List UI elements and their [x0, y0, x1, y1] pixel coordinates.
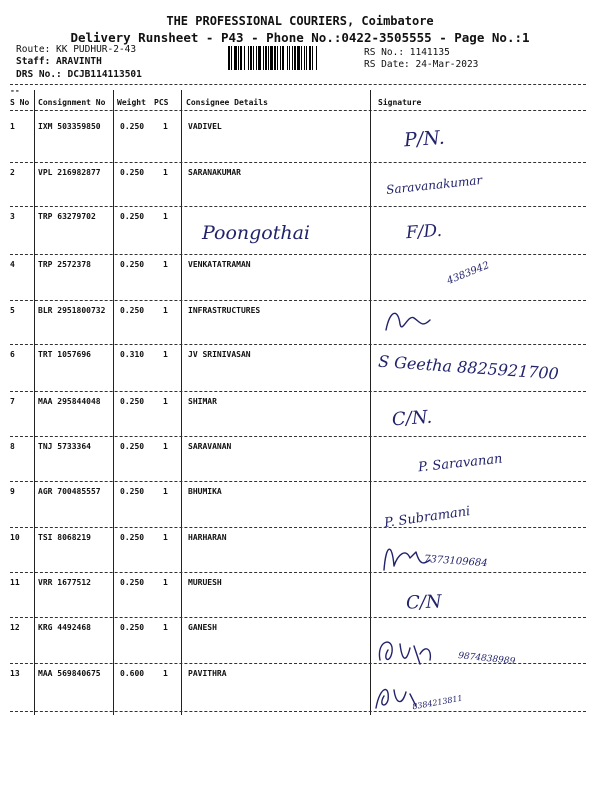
- row-pcs: 1: [163, 487, 168, 496]
- row-divider: [10, 436, 586, 437]
- drs-value: DCJB114113501: [67, 69, 142, 80]
- row-pcs: 1: [163, 168, 168, 177]
- barcode-bar: [270, 46, 273, 70]
- row-pcs: 1: [163, 306, 168, 315]
- company-title: THE PROFESSIONAL COURIERS, Coimbatore: [166, 14, 434, 28]
- barcode-bar: [228, 46, 230, 70]
- staff-label: Staff: ARAVINTH: [16, 56, 102, 67]
- signature-scribble: [376, 536, 436, 580]
- row-consignment-no: BLR 2951800732: [38, 306, 106, 315]
- column-line: [113, 90, 114, 715]
- row-consignee: SARAVANAN: [188, 442, 232, 451]
- row-consignee: SARANAKUMAR: [188, 168, 241, 177]
- row-consignee: BHUMIKA: [188, 487, 222, 496]
- row-consignment-no: VPL 216982877: [38, 168, 101, 177]
- row-consignee: PAVITHRA: [188, 669, 227, 678]
- barcode-bar: [304, 46, 305, 70]
- row-pcs: 1: [163, 533, 168, 542]
- dash-mark: --: [10, 86, 20, 95]
- row-pcs: 1: [163, 260, 168, 269]
- barcode-bar: [265, 46, 267, 70]
- rs-date: RS Date: 24-Mar-2023: [364, 59, 479, 70]
- row-consignee: JV SRINIVASAN: [188, 350, 251, 359]
- barcode-bar: [301, 46, 302, 70]
- col-sno: S No: [10, 98, 30, 107]
- row-consignment-no: TNJ 5733364: [38, 442, 91, 451]
- row-signature: P. Subramani: [383, 504, 472, 531]
- row-sno: 6: [10, 350, 15, 359]
- row-signature: Saravanakumar: [385, 173, 483, 197]
- col-consignee: Consignee Details: [186, 98, 268, 107]
- col-consignment: Consignment No: [38, 98, 106, 107]
- row-pcs: 1: [163, 442, 168, 451]
- row-sno: 3: [10, 212, 15, 221]
- rs-number: RS No.: 1141135: [364, 47, 450, 58]
- barcode-bar: [248, 46, 249, 70]
- col-weight: Weight: [117, 98, 146, 107]
- barcode-bar: [309, 46, 311, 70]
- row-consignee: SHIMAR: [188, 397, 217, 406]
- row-signature: 8384213811: [411, 693, 464, 712]
- row-consignee: INFRASTRUCTURES: [188, 306, 261, 315]
- row-consignee: MURUESH: [188, 578, 222, 587]
- col-signature: Signature: [378, 98, 422, 107]
- row-weight: 0.250: [120, 168, 145, 177]
- row-sno: 10: [10, 533, 20, 542]
- barcode-bar: [253, 46, 254, 70]
- barcode-bar: [292, 46, 293, 70]
- barcode-bar: [238, 46, 239, 70]
- row-pcs: 1: [163, 212, 168, 221]
- route-label: Route: KK PUDHUR-2-43: [16, 44, 137, 55]
- row-pcs: 1: [163, 397, 168, 406]
- row-sno: 9: [10, 487, 15, 496]
- row-signature: C/N: [405, 591, 442, 614]
- barcode-bar: [234, 46, 237, 70]
- row-consignment-no: VRR 1677512: [38, 578, 91, 587]
- barcode-bar: [294, 46, 296, 70]
- barcode-bar: [289, 46, 290, 70]
- row-sno: 7: [10, 397, 15, 406]
- row-signature: F/D.: [405, 220, 443, 244]
- row-signature: 4383942: [445, 260, 491, 287]
- barcode-bar: [240, 46, 242, 70]
- row-sno: 8: [10, 442, 15, 451]
- barcode-bar: [287, 46, 288, 70]
- row-divider: [10, 711, 586, 712]
- drs-label: DRS No.:: [16, 69, 62, 80]
- column-line: [370, 90, 371, 715]
- barcode-bar: [250, 46, 252, 70]
- column-header-divider: [10, 110, 586, 111]
- barcode-bar: [274, 46, 276, 70]
- row-sno: 4: [10, 260, 15, 269]
- row-weight: 0.250: [120, 442, 145, 451]
- row-divider: [10, 162, 586, 163]
- row-weight: 0.250: [120, 122, 145, 131]
- row-sno: 11: [10, 578, 20, 587]
- row-divider: [10, 254, 586, 255]
- row-consignee: HARHARAN: [188, 533, 227, 542]
- row-signature: C/N.: [391, 406, 433, 431]
- row-sno: 1: [10, 122, 15, 131]
- header-divider: [10, 84, 586, 85]
- row-consignment-no: TRP 63279702: [38, 212, 96, 221]
- row-signature: 9874838989: [457, 651, 516, 667]
- row-weight: 0.250: [120, 260, 145, 269]
- row-pcs: 1: [163, 623, 168, 632]
- row-divider: [10, 206, 586, 207]
- row-signature: 7373109684: [423, 553, 488, 570]
- row-divider: [10, 572, 586, 573]
- row-weight: 0.250: [120, 533, 145, 542]
- row-consignment-no: KRG 4492468: [38, 623, 91, 632]
- row-divider: [10, 391, 586, 392]
- row-sno: 2: [10, 168, 15, 177]
- row-consignment-no: MAA 569840675: [38, 669, 101, 678]
- row-sno: 12: [10, 623, 20, 632]
- barcode-bar: [244, 46, 245, 70]
- row-weight: 0.250: [120, 306, 145, 315]
- row-weight: 0.250: [120, 397, 145, 406]
- row-divider: [10, 481, 586, 482]
- barcode-bar: [282, 46, 284, 70]
- barcode-bar: [297, 46, 300, 70]
- barcode-image: [228, 46, 358, 70]
- col-pcs: PCS: [154, 98, 169, 107]
- row-weight: 0.600: [120, 669, 145, 678]
- signature-scribble: [370, 630, 450, 670]
- row-divider: [10, 617, 586, 618]
- row-pcs: 1: [163, 669, 168, 678]
- row-weight: 0.250: [120, 212, 145, 221]
- row-consignment-no: TRP 2572378: [38, 260, 91, 269]
- barcode-bar: [268, 46, 269, 70]
- signature-scribble: [380, 300, 440, 340]
- barcode-bar: [312, 46, 313, 70]
- runsheet-title: Delivery Runsheet - P43 - Phone No.:0422-3505555 - Page No.:1: [70, 30, 530, 45]
- row-sno: 13: [10, 669, 20, 678]
- barcode-bar: [280, 46, 281, 70]
- row-signature: P. Saravanan: [417, 451, 504, 476]
- row-consignment-no: MAA 295844048: [38, 397, 101, 406]
- row-signature: P/N.: [403, 126, 446, 152]
- row-consignment-no: TSI 8068219: [38, 533, 91, 542]
- barcode-bar: [263, 46, 264, 70]
- row-consignment-no: AGR 700485557: [38, 487, 101, 496]
- barcode-bar: [231, 46, 232, 70]
- row-sno: 5: [10, 306, 15, 315]
- barcode-bar: [277, 46, 278, 70]
- row-pcs: 1: [163, 350, 168, 359]
- row-consignment-no: IXM 503359850: [38, 122, 101, 131]
- row-consignee: GANESH: [188, 623, 217, 632]
- row-divider: [10, 344, 586, 345]
- barcode-bar: [258, 46, 261, 70]
- signature-scribble: [368, 676, 428, 716]
- row-weight: 0.310: [120, 350, 145, 359]
- row-divider: [10, 300, 586, 301]
- row-weight: 0.250: [120, 487, 145, 496]
- row-consignment-no: TRT 1057696: [38, 350, 91, 359]
- row-consignee: VADIVEL: [188, 122, 222, 131]
- row-divider: [10, 527, 586, 528]
- column-line: [34, 90, 35, 715]
- row-signature: S Geetha 8825921700: [377, 351, 560, 384]
- row-consignee: VENKATATRAMAN: [188, 260, 251, 269]
- row-weight: 0.250: [120, 578, 145, 587]
- handwritten-consignee-note: Poongothai: [202, 222, 311, 244]
- barcode-bar: [256, 46, 257, 70]
- row-weight: 0.250: [120, 623, 145, 632]
- row-pcs: 1: [163, 578, 168, 587]
- column-line: [181, 90, 182, 715]
- drs-number: [16, 69, 142, 80]
- barcode-bar: [316, 46, 317, 70]
- row-pcs: 1: [163, 122, 168, 131]
- barcode-bar: [306, 46, 307, 70]
